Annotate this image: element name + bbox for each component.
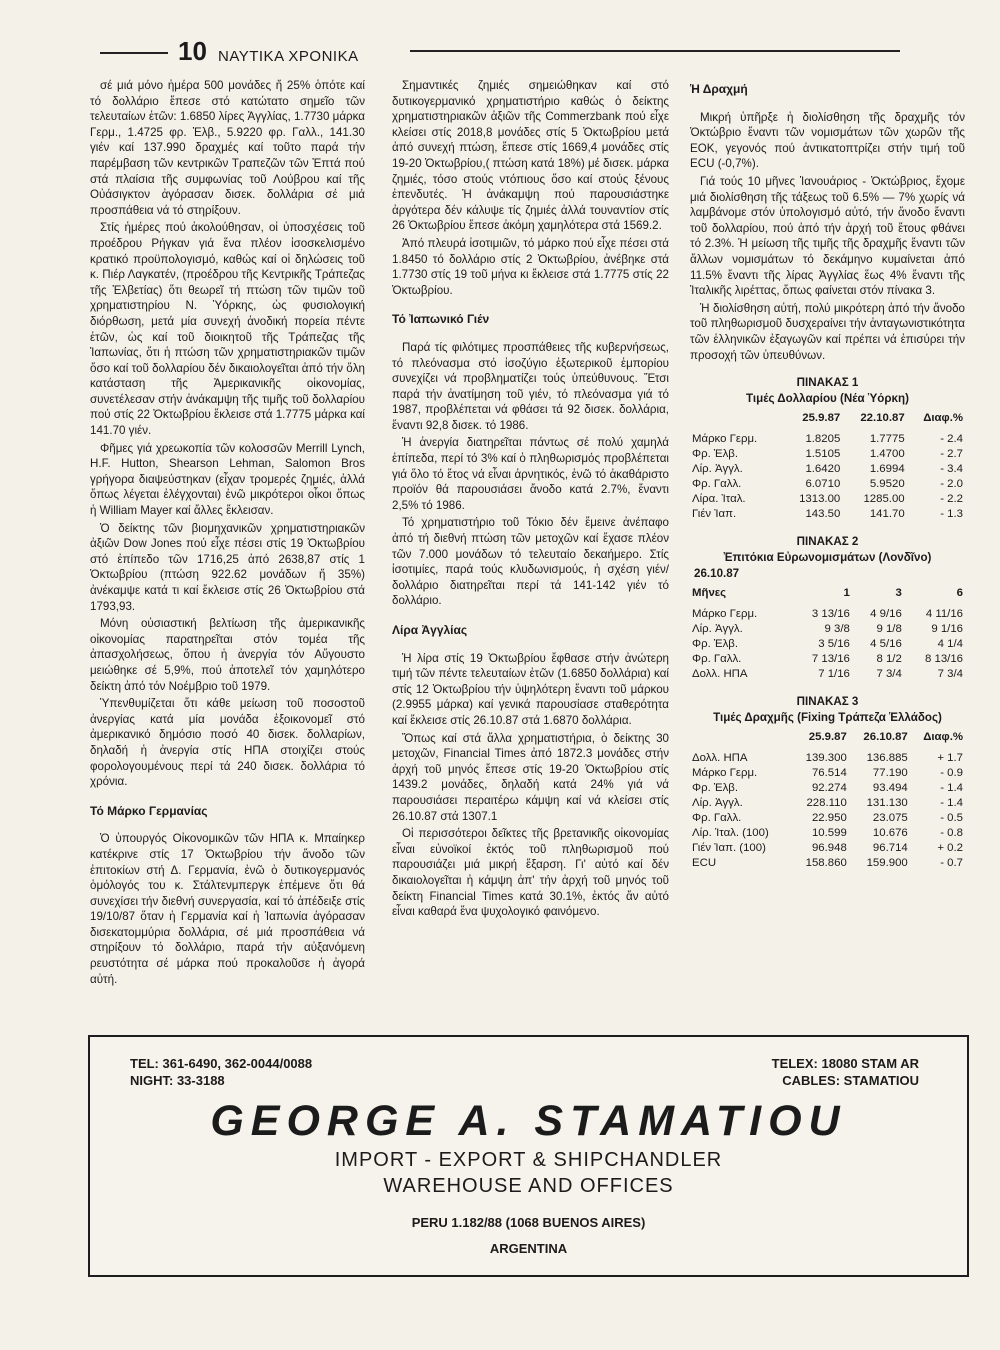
table-cell: 3 5/16 — [818, 637, 850, 650]
table-cell: - 0.7 — [940, 856, 963, 869]
table-cell: 4 1/4 — [937, 637, 963, 650]
paragraph: Ὅπως καί στά ἄλλα χρηματιστήρια, ὁ δείκτης 30 μετοχῶν, Financial Times ἀπό 1872.3 μονάδες στήν ἀρχή τοῦ μηνός ἔπεσε στίς 19-20 Ὀκτωβρίου στίς 1439.2 μονάδες, δηλαδή κατά 24% γιά νά παρουσιάσει περαιτέρω κάμψη καί νά κλείσει στίς 26.10.87 στά 1307.1 — [392, 731, 669, 823]
table-cell: 7 3/4 — [937, 667, 963, 680]
table-row — [690, 462, 965, 477]
table-cell: 131.130 — [866, 796, 908, 809]
table1 — [690, 411, 965, 522]
section-heading-mark: Τό Μάρκο Γερμανίας — [90, 803, 208, 818]
table-cell: - 0.8 — [940, 826, 963, 839]
table-cell: Λίρ. Ἀγγλ. — [692, 796, 743, 809]
table-cell: 1.6994 — [869, 463, 905, 476]
table-cell: 228.110 — [806, 796, 847, 809]
table-header-row — [690, 730, 965, 751]
ad-country: ARGENTINA — [489, 1241, 568, 1256]
table-row — [690, 841, 965, 856]
paragraph: Σημαντικές ζημιές σημειώθηκαν καί στό δυτικογερμανικό χρηματιστήριο καθώς ὁ δείκτης χρηματιστηριακῶν ἀξιῶν τῆς Commerzbank πού εἶχε κλείσει στίς 2018,8 μονάδες στίς 5 Ὀκτωβρίου μετά ἀπό συνεχή πτώση, ἔπεσε στίς 1669,4 μονάδες στίς 19-20 Ὀκτωβρίου,( πτώση κατά 18%) μέ δισεκ. μάρκα ζημιές, τόσο στούς ντόπιους ὅσο καί στούς ξένους ἐπενδυτές. Ἡ ἀνάκαμψη πού παρουσιάστηκε ἀργότερα δέν κάλυψε τίς ζημιές ἀλλά τουναντίον στίς 26 Ὀκτωβρίου ἔπεσε ἀκόμη χαμηλότερα στά 1569.2. — [392, 79, 669, 233]
table-row — [690, 492, 965, 507]
table-cell: - 1.4 — [940, 781, 963, 794]
table-cell: Λίρ. Ἰταλ. (100) — [692, 826, 769, 839]
paragraph: Στίς ἡμέρες πού ἀκολούθησαν, οἱ ὑποσχέσεις τοῦ προέδρου Ρήγκαν γιά ἕνα πλέον ἰσοσκελισμένο κρατικό προϋπολογισμό, καθώς καί οἱ δηλώσεις τοῦ κ. Πιέρ Λαγκατέν, (προέδρου τῆς Κεντρικῆς Τράπεζας τῆς Ἑλβετίας) ὅτι θεωρεῖ τή πτώση τῶν τιμῶν τοῦ χρηματιστηρίου Ν. Ὑόρκης, ὡς φυσιολογική διόρθωση, μετά μία συνεχή ἀνοδική πορεία πέντε ἐτῶν, ὡς καί τοῦ διοικητοῦ τῆς Τράπεζας τῆς Ἰαπωνίας, ὅτι ἡ πτώση τῶν χρηματιστηριακῶν τιμῶν ὅσο καί τοῦ δολλαρίου δέν δικαιολογεῖται ἀπό τήν ὅλη κατάσταση τῆς Ἀμερικανικῆς οἰκονομίας, συνετέλεσαν στήν ἀνάκαμψη τῆς τιμῆς τοῦ δολλαρίου πού στίς 22 Ὀκτωβρίου ἔκλεισε στά 1.7775 μάρκα καί 141.70 γιέν. — [90, 221, 365, 438]
ad-night: NIGHT: 33-3188 — [130, 1073, 225, 1088]
table-cell: Γιέν Ἰαπ. — [692, 508, 737, 521]
table-cell: 76.514 — [811, 766, 847, 779]
paragraph: Ἡ λίρα στίς 19 Ὀκτωβρίου ἔφθασε στήν ἀνώτερη τιμή τῶν πέντε τελευταίων ἐτῶν (1.6850 δολλάρια) καί στίς 12 Ὀκτωβρίου τήν ὑψηλότερη ἔναντι τοῦ μάρκου (2.9955 μάρκα) καί γενικά παρουσίασε σταθερότητα καί ἔκλεισε στίς 26.10.87 στά 1.6870 δολλάρια. — [392, 651, 669, 727]
table-cell: 6.0710 — [805, 478, 841, 491]
table-cell: 1.6420 — [805, 463, 841, 476]
table-header — [690, 411, 782, 432]
table1-title — [690, 375, 965, 407]
table-row — [690, 766, 965, 781]
table-row — [690, 781, 965, 796]
table-cell: - 2.7 — [940, 448, 963, 461]
table-cell: Φρ. Γαλλ. — [692, 811, 742, 824]
table-cell: 1.4700 — [869, 448, 905, 461]
table-cell: - 3.4 — [940, 463, 963, 476]
table-row — [690, 477, 965, 492]
advertisement-box — [88, 1035, 969, 1277]
table-header-row — [690, 411, 965, 432]
table-cell: - 1.3 — [940, 508, 963, 521]
table2-date: 26.10.87 — [694, 567, 740, 581]
section-heading-pound: Λίρα Ἀγγλίας — [392, 623, 468, 637]
table-cell: Φρ. Ἑλβ. — [692, 448, 739, 461]
table-cell: - 0.5 — [940, 811, 963, 824]
ad-tel: TEL: 361-6490, 362-0044/0088 — [130, 1056, 313, 1071]
table-cell: Φρ. Ἑλβ. — [692, 637, 739, 650]
ad-telex: TELEX: 18080 STAM AR — [771, 1056, 919, 1071]
table-cell: + 0.2 — [937, 841, 963, 854]
table-cell: 4 11/16 — [925, 607, 963, 620]
table-cell: 93.494 — [872, 781, 908, 794]
table-cell: 136.885 — [866, 751, 908, 764]
paragraph: Ὁ δείκτης τῶν βιομηχανικῶν χρηματιστηριακῶν ἀξιῶν Dow Jones πού εἶχε πέσει στίς 19 Ὀκτωβρίου στό ἐπίπεδο τῶν 1716,25 ἀπό 2638,87 στίς 1 Ὀκτωβρίου (πτώση 922.62 μονάδων ἤ 35%) ἀνέκαμψε κατά τι καί ἔκλεισε στίς 26 Ὀκτωβρίου στά 1793,93. — [90, 521, 365, 613]
column-1 — [90, 78, 365, 989]
table-cell: 4 9/16 — [870, 607, 902, 620]
table-cell: 10.599 — [811, 826, 847, 839]
table2 — [690, 586, 965, 682]
table-header-row — [690, 586, 965, 607]
table-header: 25.9.87 — [808, 730, 847, 743]
table-cell: Γιέν Ἰαπ. (100) — [692, 841, 766, 854]
table-header: 22.10.87 — [860, 412, 905, 425]
paragraph: Μόνη οὐσιαστική βελτίωση τῆς ἀμερικανικῆς οἰκονομίας παρατηρεῖται στόν τομέα τῆς ἀπασχολήσεως, ὅπου ἡ ἀνεργία τόν Αὔγουστο μειώθηκε σέ 5,9%, πού ἀποτελεῖ τόν χαμηλότερο δείκτη ἀπό τόν Νοέμβριο τοῦ 1979. — [90, 617, 365, 693]
table-header: 25.9.87 — [802, 412, 841, 425]
table-cell: Φρ. Γαλλ. — [692, 478, 742, 491]
table-row — [690, 432, 965, 447]
paragraph: σέ μιά μόνο ἡμέρα 500 μονάδες ἤ 25% ὁπότε καί τό δολλάριο ἔπεσε στό κατώτατο σημεῖο τῶν τελευταίων ἐτῶν: 1.6850 λίρες Ἀγγλίας, 1.7730 μάρκα Γερμ., 1.4725 φρ. Ἑλβ., 5.9220 φρ. Γαλλ., 141.30 γιέν καί 137.990 δραχμές καί τοῦτο παρά τήν παρέμβαση τῶν κεντρικῶν Τραπεζῶν τῶν Ἑπτά πού στά πλαίσια τῆς συμφωνίας τοῦ Λούβρου καί τῆς Οὐάσιγκτον ἀγόρασαν δισεκ. δολλάρια σέ μιά προσπάθεια νά τό στηρίξουν. — [90, 79, 365, 217]
table-row — [690, 667, 965, 682]
table3-title — [690, 694, 965, 726]
table-cell: Φρ. Γαλλ. — [692, 652, 742, 665]
section-heading-yen: Τό Ἰαπωνικό Γιέν — [392, 312, 490, 327]
header-rule-left — [100, 52, 168, 54]
table-cell: 96.714 — [872, 841, 908, 854]
table-row — [690, 796, 965, 811]
table-cell: 3 13/16 — [811, 607, 850, 620]
table-row — [690, 637, 965, 652]
table-header: Διαφ.% — [923, 730, 963, 743]
table-cell: 9 1/8 — [876, 622, 902, 635]
table-cell: - 1.4 — [940, 796, 963, 809]
paragraph: Ὑπενθυμίζεται ὅτι κάθε μείωση τοῦ ποσοστοῦ ἀνεργίας κατά μία μονάδα ἐξοικονομεῖ στό ἀμερικανικό δημόσιο ποσό 40 δισεκ. δολλαρίων, δηλαδή ἡ ἀνεργία στίς ΗΠΑ στοιχίζει στούς φορολογουμένους περί τά 240 δισεκ. δολλάρια τό χρόνια. — [90, 697, 365, 789]
table-cell: Μάρκο Γερμ. — [692, 607, 758, 620]
table-row — [690, 622, 965, 637]
table-row — [690, 751, 965, 766]
column-2 — [392, 78, 669, 922]
table-cell: - 2.0 — [940, 478, 963, 491]
table-row — [690, 607, 965, 622]
table-cell: 7 3/4 — [876, 667, 902, 680]
table-header: 3 — [895, 586, 902, 599]
table-cell: ECU — [692, 856, 717, 869]
paragraph: Ἡ διολίσθηση αὐτή, πολύ μικρότερη ἀπό τήν ἄνοδο τοῦ πληθωρισμοῦ δυσχεραίνει τήν ἀνταγωνιστικότητα τῶν ἑλληνικῶν ἐξαγωγῶν καί πρέπει νά ἐπισύρει τήν προσοχή τῶν ὑπευθύνων. — [690, 301, 965, 362]
section-heading-drachma: Ἡ Δραχμή — [690, 82, 748, 96]
table-cell: Λίρ. Ἀγγλ. — [692, 622, 743, 635]
paragraph: Μικρή ὑπῆρξε ἡ διολίσθηση τῆς δραχμῆς τόν Ὀκτώβριο ἔναντι τῶν νομισμάτων τῶν χωρῶν τῆς ΕΟΚ, γεγονός πού ἀντικατοπτρίζει στήν τιμή τοῦ ECU (-0,7%). — [690, 110, 965, 171]
table-cell: - 2.2 — [940, 493, 963, 506]
ad-address: PERU 1.182/88 (1068 BUENOS AIRES) — [411, 1215, 646, 1230]
table-cell: 143.50 — [805, 508, 841, 521]
table-cell: 7 13/16 — [811, 652, 850, 665]
table-cell: 8 1/2 — [876, 652, 902, 665]
table-cell: 1285.00 — [863, 493, 905, 506]
table-cell: Λίρ. Ἀγγλ. — [692, 463, 743, 476]
table3 — [690, 730, 965, 871]
ad-brand-name: GEORGE A. STAMATIOU — [210, 1097, 847, 1145]
ad-phone-block — [130, 1055, 312, 1089]
table-cell: 92.274 — [811, 781, 847, 794]
table-header: 26.10.87 — [863, 730, 908, 743]
table-cell: Λίρα. Ἰταλ. — [692, 493, 746, 506]
table-cell: Φρ. Ἑλβ. — [692, 781, 739, 794]
table-header: 1 — [843, 586, 850, 599]
table-cell: 9 1/16 — [931, 622, 963, 635]
paragraph: Παρά τίς φιλότιμες προσπάθειες τῆς κυβερνήσεως, τό πλεόνασμα στό ἰσοζύγιο ἐξωτερικοῦ ἐμπορίου συνεχίζει νά προβληματίζει τούς ὑπεύθυνους. Ἔτσι παρά τήν ἀνατίμηση τοῦ γιέν, τό πλεόνασμα γιά τό 1987, προβλέπεται νά φθάσει τά 92 δισεκ. δολλάρια, ἔναντι 92,8 δισεκ. τό 1986. — [392, 340, 669, 432]
table2-subtitle: Ἐπιτόκια Εὐρωνομισμάτων (Λονδῖνο) — [723, 551, 932, 565]
table-row — [690, 826, 965, 841]
paragraph: Ἀπό πλευρά ἰσοτιμιῶν, τό μάρκο πού εἶχε πέσει στά 1.8450 τό δολλάριο στίς 2 Ὀκτωβρίου, ἀνέβηκε στά 1.7730 στίς 19 τοῦ μήνα κι ἔκλεισε στά 1.7775 στίς 22 Ὀκτωβρίου. — [392, 236, 669, 297]
paragraph: Οἱ περισσότεροι δεῖκτες τῆς βρετανικῆς οἰκονομίας εἶναι εὐνοϊκοί ἐκτός τοῦ πληθωρισμοῦ πού παρουσιάζει μιά μικρή ἔξαρση. Γι' αὐτό καί δέν δικαιολογεῖται ἡ κάμψη ἀπ' τήν ἀρχή τοῦ μηνός τοῦ δείκτη Financial Times κατά 30.1%, ἐκτός ἄν αὐτό εἶναι καθαρά ἕνα ψυχολογικό φαινόμενο. — [392, 827, 669, 919]
table3-subtitle: Τιμές Δραχμῆς (Fixing Τράπεζα Ἑλλάδος) — [713, 710, 942, 724]
table-cell: Μάρκο Γερμ. — [692, 766, 758, 779]
table-cell: 139.300 — [805, 751, 847, 764]
table1-number: ΠΙΝΑΚΑΣ 1 — [796, 376, 859, 390]
ad-cables: CABLES: STAMATIOU — [782, 1073, 919, 1088]
table-cell: - 0.9 — [940, 766, 963, 779]
table2-number: ΠΙΝΑΚΑΣ 2 — [796, 535, 859, 549]
table-cell: 141.70 — [869, 508, 905, 521]
table-header — [690, 730, 792, 751]
table-cell: 5.9520 — [869, 478, 905, 491]
table-cell: 10.676 — [872, 826, 908, 839]
table-header: 6 — [956, 586, 963, 599]
table-row — [690, 856, 965, 871]
header-rule-right — [410, 50, 900, 52]
ad-line-1: IMPORT - EXPORT & SHIPCHANDLER — [334, 1149, 723, 1171]
table-cell: 1313.00 — [799, 493, 841, 506]
table-cell: 1.5105 — [805, 448, 841, 461]
table2-title — [690, 534, 965, 566]
table-cell: 159.900 — [866, 856, 908, 869]
table3-number: ΠΙΝΑΚΑΣ 3 — [796, 694, 859, 708]
table-row — [690, 652, 965, 667]
table-row — [690, 811, 965, 826]
table-cell: + 1.7 — [937, 751, 963, 764]
table-header: Διαφ.% — [923, 412, 963, 425]
table-cell: 8 13/16 — [924, 652, 963, 665]
table-cell: - 2.4 — [940, 433, 963, 446]
table-cell: 96.948 — [811, 841, 847, 854]
table-header: Μῆνες — [692, 586, 727, 599]
page-number: 10 — [178, 36, 207, 66]
ad-telex-block — [772, 1055, 919, 1089]
column-3 — [690, 78, 965, 871]
table-cell: Δολλ. ΗΠΑ — [692, 667, 748, 680]
table-cell: 7 1/16 — [818, 667, 850, 680]
table-cell: 158.860 — [805, 856, 847, 869]
table1-subtitle: Τιμές Δολλαρίου (Νέα Ὑόρκη) — [746, 392, 909, 406]
paragraph: Τό χρηματιστήριο τοῦ Τόκιο δέν ἔμεινε ἀνέπαφο ἀπό τή διεθνή πτώση τῶν μετοχῶν καί ἔχασε πλέον τῶν 7.000 μονάδων τό τελευταίο δεκαήμερο. Στίς ἰσοτιμίες, παρά τούς κλυδωνισμούς, ἡ σχέση γιέν/ δολλάριο διατηρεῖται περί τά 141-142 γιέν τό δολλάριο. — [392, 516, 669, 608]
paragraph: Ὁ ὑπουργός Οἰκονομικῶν τῶν ΗΠΑ κ. Μπαίηκερ κατέκρινε στίς 17 Ὀκτωβρίου τήν ἄνοδο τῶν ἐπιτοκίων στή Δ. Γερμανία, ἐνῶ ὁ δυτικογερμανός ὁμόλογός του κ. Στάλτενμπεργκ ἐπέμενε ὅτι θά συνεχίσει τήν διεθνή συνεργασία, καί τό ἀπέδειξε στίς 19/10/87 ὅταν ἡ Γερμανία καί ἡ Ἰαπωνία ἀγόρασαν δισεκατομμύρια δολλάρια, σέ μιά προσπάθεια νά στηρίξουν τό δολλάριο, παρά τήν αὐξανόμενη ρευστότητα σέ μάρκα πού προκαλοῦσε ἡ ἀγορά αὐτή. — [90, 832, 365, 986]
table-cell: Μάρκο Γερμ. — [692, 433, 758, 446]
paragraph: Γιά τούς 10 μῆνες Ἰανουάριος - Ὀκτώβριος, ἔχομε μιά διολίσθηση τῆς τάξεως τοῦ 6.5% — 7% χωρίς νά λαμβάνομε στόν ὑπολογισμό αὐτό, τήν ἄνοδο ἔναντι τοῦ δολλαρίου, πού ἀπό τήν ἀρχή τοῦ ἔτους φθάνει τό 2.3%. Ἡ μείωση τῆς τιμῆς τῆς δραχμῆς ἔναντι τῶν ἄλλων νομισμάτων τό δεκάμηνο κυμαίνεται ἀπό 11.5% ἔναντι τῆς λίρας Ἀγγλίας ἕως 4% ἔναντι τῆς Ἰταλικῆς λιρέττας, ὅπως φαίνεται στόν πίνακα 3. — [690, 174, 965, 298]
table-row — [690, 507, 965, 522]
table-cell: 23.075 — [872, 811, 908, 824]
table-cell: 9 3/8 — [824, 622, 850, 635]
table-cell: 1.7775 — [869, 433, 905, 446]
table-cell: Δολλ. ΗΠΑ — [692, 751, 748, 764]
paragraph: Φῆμες γιά χρεωκοπία τῶν κολοσσῶν Merrill Lynch, H.F. Hutton, Shearson Lehman, Salomon Bros γρήγορα διαψεύστηκαν (εἶχαν τρομερές ζημιές, ἀλλά ὅπως λέγεται ἐλέγχονται) ἐνῶ μικρότεροι οἶκοι ὅπως ἡ William Mayer καί ἄλλες ἔκλεισαν. — [90, 441, 365, 518]
table-cell: 77.190 — [872, 766, 908, 779]
paragraph: Ἡ ἀνεργία διατηρεῖται πάντως σέ πολύ χαμηλά ἐπίπεδα, περί τό 3% καί ὁ πληθωρισμός προβλέπεται γιά ὅλο τό ἔτος νά εἶναι ἀρνητικός, ἐνῶ τό ἀκαθάριστο προϊόν θά παρουσιάσει ἄνοδο κατά 2.7%, ἔναντι 2,5% τό 1986. — [392, 436, 669, 512]
publication-title: ΝΑΥΤΙΚΑ ΧΡΟΝΙΚΑ — [218, 48, 359, 65]
table-cell: 22.950 — [811, 811, 847, 824]
table-row — [690, 447, 965, 462]
table-cell: 1.8205 — [805, 433, 841, 446]
table-cell: 4 5/16 — [870, 637, 902, 650]
page-header — [100, 38, 900, 68]
ad-line-2: WAREHOUSE AND OFFICES — [383, 1175, 674, 1197]
